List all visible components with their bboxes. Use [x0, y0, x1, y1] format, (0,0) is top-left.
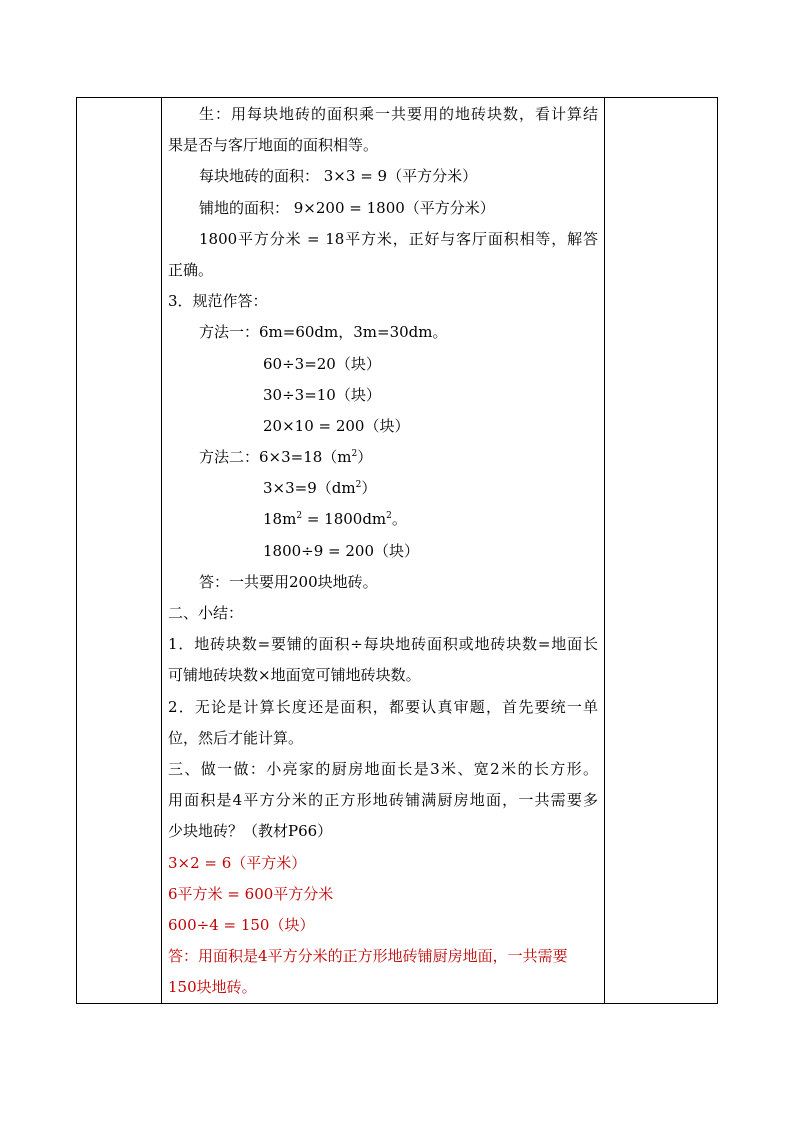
method-two-label [168, 442, 598, 473]
superscript: 2 [351, 449, 358, 460]
superscript: 2 [355, 480, 362, 491]
check-line-5: 1800平方分米 = 18平方米，正好与客厅面积相等，解答 [199, 229, 598, 248]
method-two-label-close: ） [357, 448, 373, 467]
solution-answer-a: 答：用面积是 [168, 947, 259, 966]
method-two-label-text: 方法二：6×3=18（m [199, 448, 352, 467]
check-line-6: 正确。 [168, 260, 214, 279]
method-one-step-2: 30÷3=10（块） [263, 385, 381, 404]
method-one-step-3: 20×10 = 200（块） [263, 416, 410, 435]
summary-point-2-line-2: 位，然后才能计算。 [168, 728, 304, 747]
check-line-1: 生：用每块地砖的面积乘一共要用的地砖块数，看计算结 [199, 105, 598, 123]
final-answer: 答：一共要用200块地砖。 [199, 572, 378, 591]
solution-step-3: 600÷4 = 150（块） [168, 915, 315, 934]
answer-heading: 3．规范作答： [168, 292, 268, 311]
solution-answer-line-1 [168, 941, 598, 972]
method-two-step-2 [168, 504, 598, 535]
method-two-step-1-close: ） [361, 479, 377, 498]
lesson-table [76, 97, 718, 1004]
check-line-2: 果是否与客厅地面的面积相等。 [168, 136, 379, 155]
solution-step-2: 6平方米 = 600平方分米 [168, 884, 334, 903]
method-one-label: 方法一：6m=60dm，3m=30dm。 [199, 323, 448, 342]
solution-step-1: 3×2 = 6（平方米） [168, 853, 307, 872]
superscript: 2 [296, 511, 303, 522]
right-column-cell [605, 98, 718, 1004]
practice-line-2: 用面积是4平方分米的正方形地砖铺满厨房地面，一共需要多 [168, 791, 598, 810]
summary-heading: 二、小结： [168, 604, 244, 622]
solution-answer-c: 平方分米的正方形地砖铺厨房地面，一共需要 [267, 947, 568, 966]
solution-answer-b: 4 [258, 947, 268, 966]
summary-point-1-line-1: 1．地砖块数=要铺的面积÷每块地砖面积或地砖块数=地面长 [168, 635, 598, 654]
left-column-cell [77, 98, 162, 1004]
superscript: 2 [386, 511, 392, 522]
check-floor-area: 铺地的面积： 9×200 = 1800（平方分米） [199, 198, 495, 217]
method-two-step-2-b: = 1800dm [302, 510, 387, 529]
method-two-step-2-c: 。 [391, 510, 407, 529]
solution-answer-line-2: 150块地砖。 [168, 978, 257, 997]
practice-line-3: 少块地砖？（教材P66） [168, 822, 333, 841]
summary-point-1-line-2: 可铺地砖块数×地面宽可铺地砖块数。 [168, 666, 421, 685]
method-two-step-2-a: 18m [263, 510, 297, 529]
method-two-step-1-text: 3×3=9（dm [263, 479, 356, 498]
practice-line-1: 三、做一做：小亮家的厨房地面长是3米、宽2米的长方形。 [168, 759, 598, 778]
summary-point-2-line-1: 2．无论是计算长度还是面积，都要认真审题，首先要统一单 [168, 697, 598, 716]
method-one-step-1: 60÷3=20（块） [263, 354, 381, 373]
check-tile-area: 每块地砖的面积： 3×3 = 9（平方分米） [199, 167, 478, 186]
method-two-step-1 [168, 473, 598, 504]
content-cell [162, 98, 605, 1004]
method-two-step-3: 1800÷9 = 200（块） [263, 541, 420, 560]
